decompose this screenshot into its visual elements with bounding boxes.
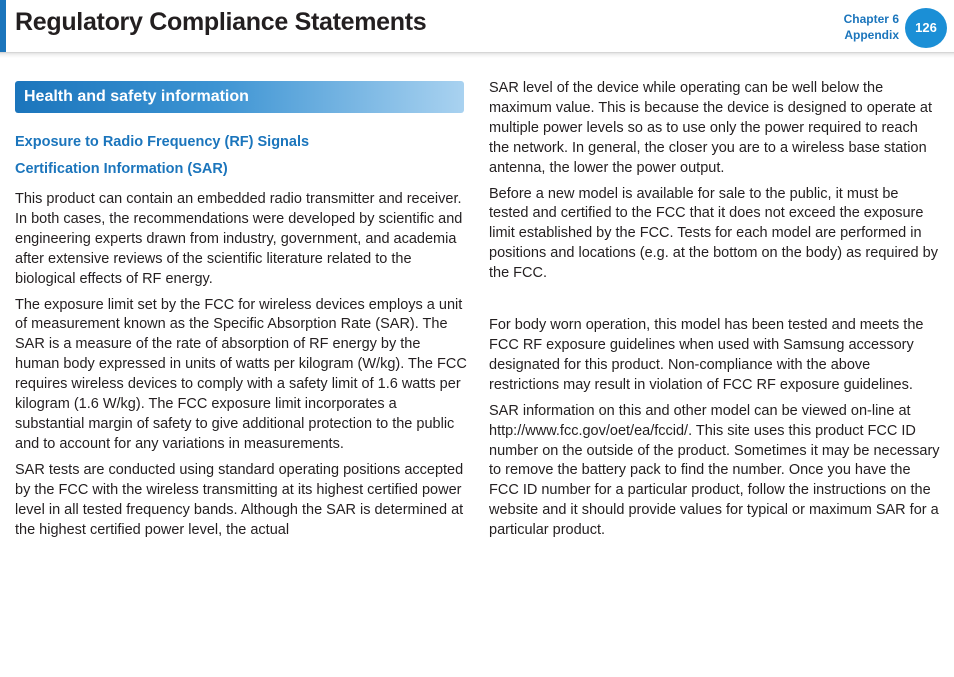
- page-number-badge: 126: [905, 8, 947, 48]
- paragraph-embedded-transmitter: This product can contain an embedded radio transmitter and receiver. In both cases, the recommendations were developed by scientific and engineering experts drawn from industry, government, and academia after extensive reviews of the scientific literature related to the biological effects of RF energy.: [15, 191, 463, 287]
- page-title: Regulatory Compliance Statements: [15, 8, 427, 36]
- column-spacer: [489, 290, 941, 316]
- chapter-label: Chapter 6: [843, 12, 899, 26]
- subheading-rf-signals: Exposure to Radio Frequency (RF) Signals: [15, 134, 310, 150]
- paragraph-sar-info-online: SAR information on this and other model can be viewed on-line at http://www.fcc.gov/oet/ea/fccid/. This site uses this product FCC ID number on the outside of the product. Sometimes it may be necessary to remove the battery pack to find the number. Once you have the FCC ID number for a particular product, follow the instructions on the website and it should provide values for typical or maximum SAR for a particular product.: [489, 402, 940, 539]
- right-column: [489, 79, 941, 547]
- chapter-indicator: [844, 11, 899, 43]
- section-heading: Health and safety information: [24, 88, 249, 105]
- paragraph-exposure-limit: The exposure limit set by the FCC for wireless devices employs a unit of measurement known as the Specific Absorption Rate (SAR). The SAR is a measure of the rate of absorption of RF energy by the human body expressed in units of watts per kilogram (W/kg). The FCC requires wireless devices to comply with a safety limit of 1.6 watts per kilogram (1.6 W/kg). The FCC exposure limit incorporates a substantial margin of safety to give additional protection to the public and to account for any variations in measurements.: [15, 296, 467, 452]
- section-label: Appendix: [844, 28, 899, 42]
- paragraph-sar-tests: SAR tests are conducted using standard operating positions accepted by the FCC with the wireless transmitting at its highest certified power level in all tested frequency bands. Although the SAR is determined at the highest certified power level, the actual: [15, 461, 464, 538]
- left-column: [15, 190, 467, 546]
- paragraph-new-model: Before a new model is available for sale to the public, it must be tested and certified to the FCC that it does not exceed the exposure limit established by the FCC. Tests for each model are performed in positions and locations (e.g. at the bottom on the body) as required by the FCC.: [489, 185, 938, 282]
- title-divider: [0, 52, 954, 58]
- section-heading-bar: [15, 81, 464, 113]
- paragraph-sar-level: SAR level of the device while operating can be well below the maximum value. This is because the device is designed to operate at multiple power levels so as to use only the power required to reach the network. In general, the closer you are to a wireless base station antenna, the lower the power output.: [489, 80, 933, 176]
- title-accent-bar: [0, 0, 6, 52]
- subheading-sar-certification: Certification Information (SAR): [15, 161, 228, 177]
- paragraph-body-worn: For body worn operation, this model has been tested and meets the FCC RF exposure guidelines when used with Samsung accessory designated for this product. Non-compliance with the above restrictions may result in violation of FCC RF exposure guidelines.: [489, 317, 924, 393]
